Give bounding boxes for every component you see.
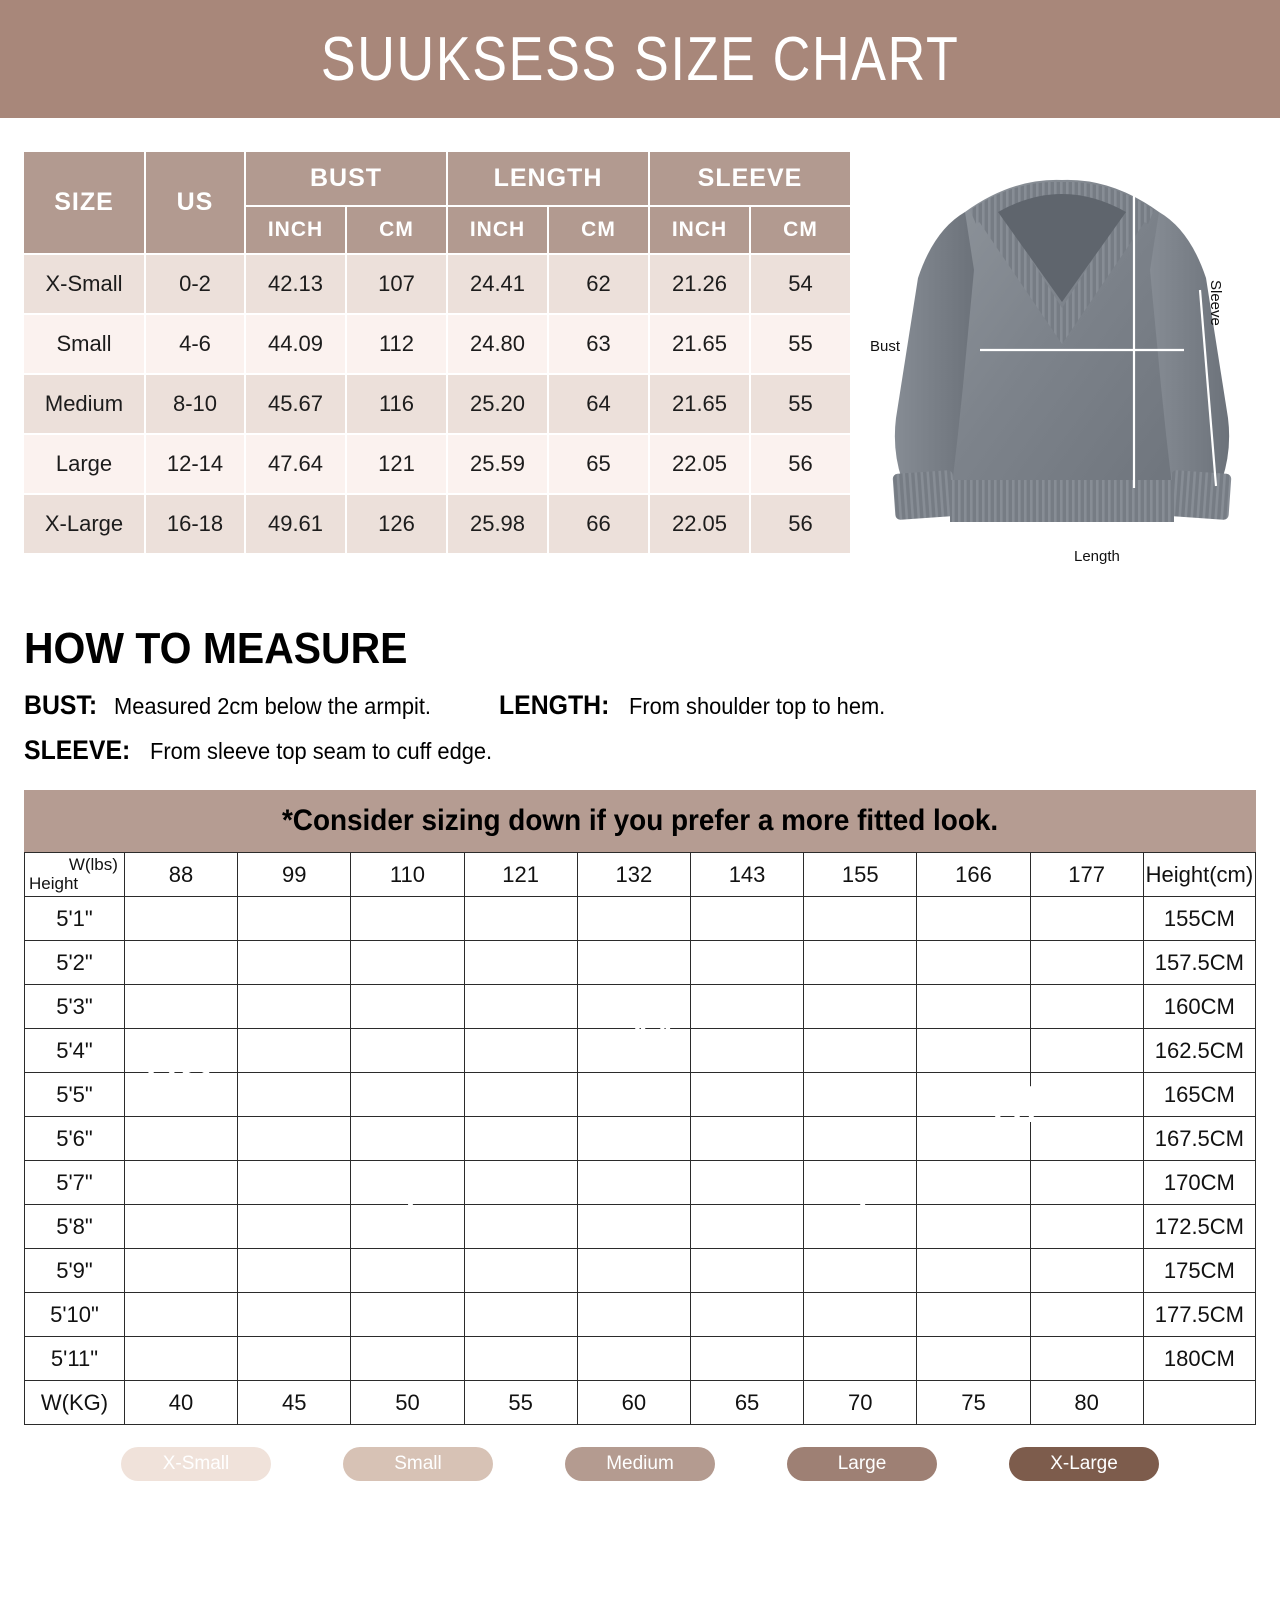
matrix-cell: [351, 1293, 464, 1337]
size-cell-size: Medium: [23, 374, 145, 434]
matrix-cell: [1030, 1293, 1143, 1337]
matrix-cell: [917, 1161, 1030, 1205]
size-cell-bust_in: 49.61: [245, 494, 346, 554]
size-cell-slv_cm: 55: [750, 314, 851, 374]
matrix-cell: [238, 1249, 351, 1293]
matrix-cell: [917, 985, 1030, 1029]
matrix-height-ft-label: 5'1": [25, 897, 125, 941]
matrix-row: [25, 897, 1256, 941]
matrix-row: [25, 1205, 1256, 1249]
matrix-cell: [804, 1293, 917, 1337]
length-measurement-label: Length: [1074, 548, 1120, 565]
measure-item-bust: [24, 690, 447, 721]
size-table-row: [23, 374, 851, 434]
matrix-cell: [124, 1073, 237, 1117]
size-cell-len_cm: 64: [548, 374, 649, 434]
measure-key-sleeve: SLEEVE:: [24, 735, 131, 765]
matrix-row: [25, 1029, 1256, 1073]
matrix-height-ft-label: 5'8": [25, 1205, 125, 1249]
header-length-cm: CM: [548, 206, 649, 254]
matrix-weight-header: 99: [238, 853, 351, 897]
matrix-height-ft-label: 5'11": [25, 1337, 125, 1381]
size-cell-bust_in: 45.67: [245, 374, 346, 434]
matrix-kg-value: 45: [238, 1381, 351, 1425]
sizing-note-banner: [24, 790, 1256, 852]
size-cell-size: Small: [23, 314, 145, 374]
height-weight-matrix-container: [24, 852, 1256, 1425]
matrix-cell: [804, 897, 917, 941]
matrix-cell: [351, 897, 464, 941]
bust-measurement-label: Bust: [870, 338, 901, 355]
page-header-banner: [0, 0, 1280, 118]
matrix-cell: [690, 1117, 803, 1161]
matrix-height-cm-label: 162.5CM: [1143, 1029, 1255, 1073]
sweater-illustration: [862, 150, 1262, 590]
size-cell-len_in: 25.59: [447, 434, 548, 494]
matrix-cell: [124, 1337, 237, 1381]
size-cell-len_in: 24.80: [447, 314, 548, 374]
matrix-cell: [577, 941, 690, 985]
matrix-row: [25, 1073, 1256, 1117]
size-cell-us: 12-14: [145, 434, 245, 494]
matrix-cell: [690, 897, 803, 941]
size-cell-len_cm: 66: [548, 494, 649, 554]
header-length: LENGTH: [447, 151, 649, 206]
matrix-height-ft-label: 5'6": [25, 1117, 125, 1161]
size-cell-bust_in: 42.13: [245, 254, 346, 314]
matrix-row: [25, 1117, 1256, 1161]
size-cell-us: 8-10: [145, 374, 245, 434]
matrix-kg-row: [25, 1381, 1256, 1425]
matrix-height-cm-label: 167.5CM: [1143, 1117, 1255, 1161]
size-cell-len_in: 24.41: [447, 254, 548, 314]
top-section: [0, 118, 1280, 590]
matrix-cell: [351, 1205, 464, 1249]
size-cell-slv_in: 22.05: [649, 434, 750, 494]
size-cell-us: 4-6: [145, 314, 245, 374]
size-table-row: [23, 494, 851, 554]
matrix-corner-cell: [25, 853, 125, 897]
matrix-cell: [690, 1161, 803, 1205]
size-cell-len_cm: 65: [548, 434, 649, 494]
measure-value-length: From shoulder top to hem.: [629, 693, 886, 719]
matrix-cell: [238, 985, 351, 1029]
size-cell-bust_cm: 121: [346, 434, 447, 494]
matrix-row: [25, 1337, 1256, 1381]
size-cell-us: 0-2: [145, 254, 245, 314]
size-cell-slv_in: 22.05: [649, 494, 750, 554]
measure-row-2: [24, 735, 1254, 766]
matrix-height-cm-label: 160CM: [1143, 985, 1255, 1029]
matrix-cell: [690, 1073, 803, 1117]
measure-value-bust: Measured 2cm below the armpit.: [113, 693, 431, 719]
matrix-cell: [577, 1161, 690, 1205]
matrix-cell: [804, 1337, 917, 1381]
size-cell-slv_in: 21.26: [649, 254, 750, 314]
matrix-weight-header: 177: [1030, 853, 1143, 897]
matrix-cell: [464, 1029, 577, 1073]
size-cell-len_cm: 63: [548, 314, 649, 374]
matrix-cell: [238, 1161, 351, 1205]
matrix-kg-value: 50: [351, 1381, 464, 1425]
matrix-cell: [351, 1161, 464, 1205]
page-title: SUUKSESS SIZE CHART: [320, 24, 960, 94]
matrix-cell: [464, 1073, 577, 1117]
measure-row-1: [24, 690, 1254, 721]
matrix-weight-header: 166: [917, 853, 1030, 897]
matrix-cell: [917, 1029, 1030, 1073]
how-to-measure-section: [24, 624, 1254, 766]
matrix-cell: [464, 897, 577, 941]
matrix-kg-label: W(KG): [25, 1381, 125, 1425]
matrix-cell: [1030, 1205, 1143, 1249]
measure-key-length: LENGTH:: [499, 690, 610, 720]
matrix-cell: [238, 1029, 351, 1073]
matrix-cell: [1030, 1117, 1143, 1161]
matrix-kg-value: 55: [464, 1381, 577, 1425]
size-cell-size: X-Small: [23, 254, 145, 314]
matrix-cell: [238, 941, 351, 985]
size-cell-size: Large: [23, 434, 145, 494]
size-cell-len_cm: 62: [548, 254, 649, 314]
matrix-height-ft-label: 5'2": [25, 941, 125, 985]
matrix-cell: [577, 1249, 690, 1293]
size-cell-slv_cm: 56: [750, 494, 851, 554]
matrix-cell: [238, 1337, 351, 1381]
size-cell-bust_cm: 112: [346, 314, 447, 374]
size-measurements-table: [22, 150, 852, 555]
matrix-cell: [804, 985, 917, 1029]
legend-pill-medium: Medium: [565, 1447, 715, 1481]
matrix-cell: [124, 985, 237, 1029]
size-cell-len_in: 25.98: [447, 494, 548, 554]
matrix-cell: [917, 1249, 1030, 1293]
measure-item-sleeve: [24, 735, 510, 766]
matrix-cell: [238, 1293, 351, 1337]
matrix-cell: [464, 1249, 577, 1293]
header-size: SIZE: [23, 151, 145, 254]
matrix-cell: [690, 1293, 803, 1337]
header-length-inch: INCH: [447, 206, 548, 254]
size-cell-slv_cm: 54: [750, 254, 851, 314]
matrix-height-ft-label: 5'10": [25, 1293, 125, 1337]
legend-pill-small: Small: [343, 1447, 493, 1481]
matrix-end-corner-cell: [1143, 1381, 1255, 1425]
matrix-weight-header: 88: [124, 853, 237, 897]
matrix-cell: [1030, 985, 1143, 1029]
matrix-cell: [238, 1117, 351, 1161]
matrix-cell: [351, 1249, 464, 1293]
table-header-row-groups: [23, 151, 851, 206]
matrix-cell: [577, 1029, 690, 1073]
size-overlay-m: M: [631, 1009, 675, 1067]
matrix-height-cm-label: 165CM: [1143, 1073, 1255, 1117]
measure-item-length: [499, 690, 899, 721]
height-weight-matrix: [24, 852, 1256, 1425]
matrix-cell: [577, 1073, 690, 1117]
matrix-kg-value: 65: [690, 1381, 803, 1425]
matrix-cell: [1030, 1073, 1143, 1117]
matrix-cell: [577, 897, 690, 941]
size-cell-bust_in: 44.09: [245, 314, 346, 374]
matrix-weight-header: 121: [464, 853, 577, 897]
matrix-cell: [804, 1161, 917, 1205]
matrix-cell: [804, 1029, 917, 1073]
size-cell-bust_cm: 107: [346, 254, 447, 314]
size-table-container: [22, 150, 852, 555]
size-table-row: [23, 314, 851, 374]
matrix-height-ft-label: 5'9": [25, 1249, 125, 1293]
measure-key-bust: BUST:: [24, 690, 98, 720]
matrix-weight-header: 132: [577, 853, 690, 897]
matrix-cell: [690, 1029, 803, 1073]
size-cell-size: X-Large: [23, 494, 145, 554]
matrix-cell: [1030, 1249, 1143, 1293]
product-image-container: [862, 150, 1262, 590]
matrix-cell: [690, 1337, 803, 1381]
size-overlay-l: L: [856, 1185, 885, 1243]
matrix-header-row: [25, 853, 1256, 897]
matrix-cell: [124, 941, 237, 985]
matrix-kg-value: 60: [577, 1381, 690, 1425]
header-sleeve: SLEEVE: [649, 151, 851, 206]
matrix-row: [25, 1161, 1256, 1205]
matrix-cell: [124, 1293, 237, 1337]
size-overlay-xs: XS: [144, 1031, 214, 1089]
matrix-cell: [464, 1117, 577, 1161]
matrix-weight-header: 110: [351, 853, 464, 897]
matrix-height-ft-label: 5'4": [25, 1029, 125, 1073]
matrix-cell: [577, 1117, 690, 1161]
size-cell-slv_cm: 56: [750, 434, 851, 494]
matrix-height-cm-label: 175CM: [1143, 1249, 1255, 1293]
matrix-cell: [804, 1073, 917, 1117]
matrix-cell: [804, 1249, 917, 1293]
matrix-cell: [690, 941, 803, 985]
size-table-row: [23, 434, 851, 494]
matrix-height-cm-label: 177.5CM: [1143, 1293, 1255, 1337]
size-cell-len_in: 25.20: [447, 374, 548, 434]
matrix-cell: [690, 1205, 803, 1249]
how-to-measure-title: HOW TO MEASURE: [24, 624, 408, 673]
matrix-cell: [577, 985, 690, 1029]
matrix-cell: [577, 1337, 690, 1381]
sleeve-measurement-label: Sleeve: [1207, 280, 1224, 326]
matrix-cell: [124, 1205, 237, 1249]
matrix-cell: [690, 1249, 803, 1293]
matrix-weight-header: 155: [804, 853, 917, 897]
measure-value-sleeve: From sleeve top seam to cuff edge.: [149, 738, 492, 764]
matrix-cell: [124, 1249, 237, 1293]
matrix-cell: [464, 1205, 577, 1249]
header-sleeve-inch: INCH: [649, 206, 750, 254]
matrix-height-ft-label: 5'3": [25, 985, 125, 1029]
matrix-row: [25, 941, 1256, 985]
matrix-cell: [804, 1205, 917, 1249]
corner-weight-label: W(lbs): [68, 855, 118, 874]
size-legend: [0, 1447, 1280, 1481]
sizing-note-text: *Consider sizing down if you prefer a more fitted look.: [281, 804, 999, 837]
header-sleeve-cm: CM: [750, 206, 851, 254]
matrix-height-ft-label: 5'5": [25, 1073, 125, 1117]
matrix-row: [25, 1249, 1256, 1293]
header-bust-inch: INCH: [245, 206, 346, 254]
matrix-cell: [917, 941, 1030, 985]
size-cell-bust_in: 47.64: [245, 434, 346, 494]
matrix-cell: [238, 1205, 351, 1249]
matrix-body: [25, 897, 1256, 1425]
size-table-row: [23, 254, 851, 314]
matrix-cell: [577, 1293, 690, 1337]
legend-pill-large: Large: [787, 1447, 937, 1481]
matrix-cell: [690, 985, 803, 1029]
matrix-cell: [351, 1029, 464, 1073]
size-overlay-xl: XL: [990, 1076, 1054, 1134]
matrix-row: [25, 1293, 1256, 1337]
header-bust-cm: CM: [346, 206, 447, 254]
matrix-cell: [464, 941, 577, 985]
matrix-weight-header: 143: [690, 853, 803, 897]
matrix-kg-value: 70: [804, 1381, 917, 1425]
legend-pill-x-small: X-Small: [121, 1447, 271, 1481]
matrix-cell: [464, 1293, 577, 1337]
matrix-height-ft-label: 5'7": [25, 1161, 125, 1205]
size-cell-slv_cm: 55: [750, 374, 851, 434]
matrix-row: [25, 985, 1256, 1029]
matrix-kg-value: 75: [917, 1381, 1030, 1425]
legend-pill-x-large: X-Large: [1009, 1447, 1159, 1481]
matrix-cell: [238, 897, 351, 941]
matrix-cell: [1030, 1161, 1143, 1205]
size-cell-slv_in: 21.65: [649, 374, 750, 434]
matrix-cell: [238, 1073, 351, 1117]
matrix-cell: [464, 1337, 577, 1381]
matrix-kg-value: 40: [124, 1381, 237, 1425]
header-us: US: [145, 151, 245, 254]
size-cell-bust_cm: 116: [346, 374, 447, 434]
size-table-body: [23, 254, 851, 554]
matrix-cell: [124, 1029, 237, 1073]
matrix-cell: [464, 985, 577, 1029]
size-cell-bust_cm: 126: [346, 494, 447, 554]
matrix-cell: [351, 985, 464, 1029]
matrix-cell: [351, 1073, 464, 1117]
matrix-cell: [577, 1205, 690, 1249]
matrix-cell: [917, 1337, 1030, 1381]
size-cell-slv_in: 21.65: [649, 314, 750, 374]
matrix-cell: [1030, 941, 1143, 985]
matrix-cell: [804, 941, 917, 985]
matrix-height-cm-label: 172.5CM: [1143, 1205, 1255, 1249]
matrix-cell: [351, 1117, 464, 1161]
size-cell-us: 16-18: [145, 494, 245, 554]
matrix-cell: [917, 897, 1030, 941]
size-overlay-s: S: [404, 1185, 439, 1243]
matrix-cell: [917, 1293, 1030, 1337]
matrix-cell: [917, 1117, 1030, 1161]
matrix-cell: [124, 1117, 237, 1161]
corner-height-label: Height: [29, 874, 79, 893]
header-bust: BUST: [245, 151, 447, 206]
matrix-cell: [124, 1161, 237, 1205]
matrix-height-cm-header: Height(cm): [1143, 853, 1255, 897]
matrix-cell: [124, 897, 237, 941]
matrix-cell: [917, 1073, 1030, 1117]
matrix-height-cm-label: 155CM: [1143, 897, 1255, 941]
matrix-kg-value: 80: [1030, 1381, 1143, 1425]
matrix-height-cm-label: 180CM: [1143, 1337, 1255, 1381]
matrix-cell: [351, 941, 464, 985]
matrix-cell: [1030, 897, 1143, 941]
matrix-height-cm-label: 157.5CM: [1143, 941, 1255, 985]
matrix-cell: [351, 1337, 464, 1381]
matrix-cell: [917, 1205, 1030, 1249]
matrix-cell: [1030, 1337, 1143, 1381]
matrix-cell: [1030, 1029, 1143, 1073]
matrix-cell: [464, 1161, 577, 1205]
matrix-cell: [804, 1117, 917, 1161]
matrix-height-cm-label: 170CM: [1143, 1161, 1255, 1205]
